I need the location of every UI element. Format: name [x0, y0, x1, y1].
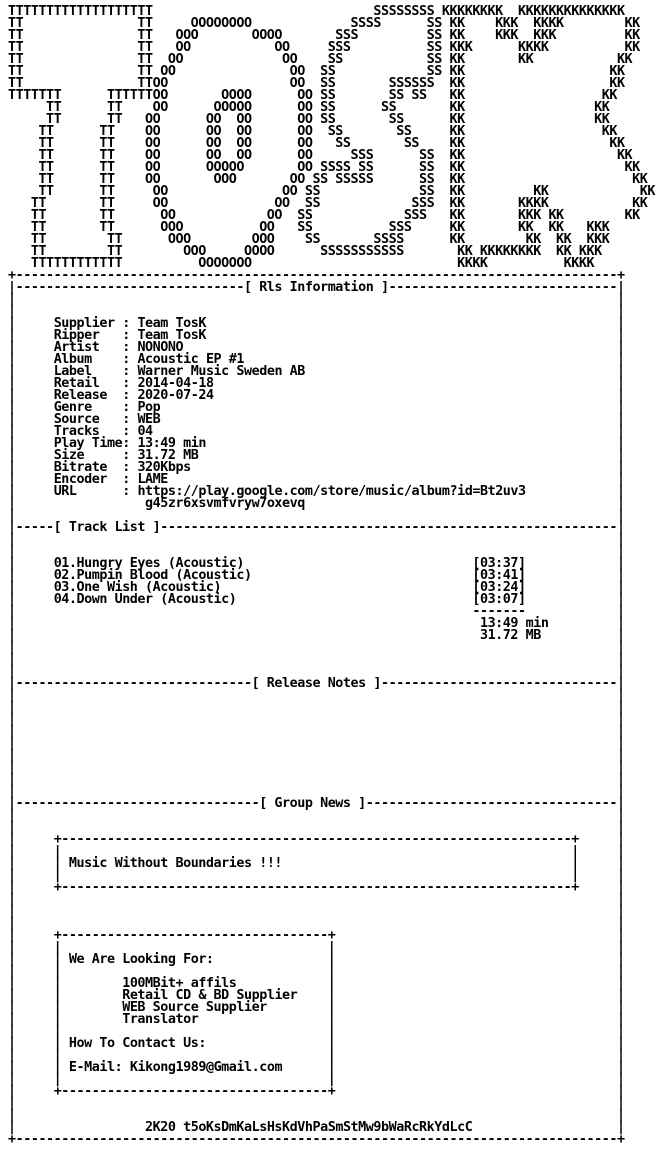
rls-info-value: WEB — [137, 412, 161, 427]
email-label: E-Mail: — [68, 1060, 123, 1075]
bottom-border: +-------------------------------------------------------------------------------+ — [8, 1132, 625, 1147]
rls-info-key: Play Time — [53, 436, 123, 451]
news-box-border: +-------------------------------------------------------------------+ — [53, 880, 579, 895]
rls-info-key: Genre — [53, 400, 123, 415]
logo-art-line: TT TT OOO OOOO SSSSSSSSSSS KK KKKKKKKK KK KKK — [8, 244, 602, 259]
logo-art-line: TT TT OO OO SS SSS KK KKK KK KK — [8, 208, 640, 223]
nfo-document: TTTTTTTTTTTTTTTTTTT SSSSSSSS KKKKKKKK KKKKKKKKKKKKKK TT TT OOOOOOOO SSSS SS KK KKK KKKK KK TT TT OOO OOOO SSS SS KK KKK KKK KK TT TT OO OO SSS SS KKK KKKK KK TT TT OO OO SS SS KK KK KK TT TT OO OO SS SS KK KK TT TTOO OO SS SSSSSS KK KK TTTTTTT TTTTTTOO OOOO OO SS SS SS KK KK TT TT OO OOOOO OO SS SS KK KK TT TT OO OO OO OO SS SS KK KK TT TT OO OO OO OO SS SS KK KK TT TT OO OO OO OO SS SS KK KK TT TT OO OO OO OO SSS SS KK KK TT TT OO OOOOO OO SSSS SS SS KK KK TT TT OO OOO OO SS SSSSS SS KK KK TT TT OO OO SS SS KK KK KK TT TT OO OO SS SSS KK KKKK KK TT TT OO OO SS SSS KK KKK KK KK TT TT OOO OO SS SSS KK KK KK KKK TT TT OOO OOO SS SSSS KK KK KK KKK TT TT OOO OOOO SSSSSSSSSSS KK KKKKKKKK KK KKK TTTTTTTTTTTT OOOOOOO KKKK KKKK +-------------------------------------------------------------------------------+ |------------------------------[ Rls Information ]------------------------------| | | | | | Supplier : Team TosK | | Ripper : Team TosK | | Artist : NONONO | | Album : Acoustic EP #1 | | Label : Warner Music Sweden AB | | Retail : 2014-04-18 | | Release : 2020-07-24 | | Genre : Pop | | Source : WEB | | Tracks : 04 | | Play Time: 13:49 min | | Size : 31.72 MB | | Bitrate : 320Kbps | | Encoder : LAME | | URL : https://play.google.com/store/music/album?id=Bt2uv3 | | g45zr6xsvmfvryw7oxevq | | | |-----[ Track List ]------------------------------------------------------------| | | | | | 01.Hungry Eyes (Acoustic) [03:37] | | 02.Pumpin Blood (Acoustic) [03:41] | | 03.One Wish (Acoustic) [03:24] | | 04.Down Under (Acoustic) [03:07] | | ------- | | 13:49 min | | 31.72 MB | | | | | | | |-------------------------------[ Release Notes ]-------------------------------| | | | | | | | | | | | | | | | | | | |--------------------------------[ Group News ]---------------------------------| | | | | | +-------------------------------------------------------------------+ | | | | | | | Music Without Boundaries !!! | | | | | | | +-------------------------------------------------------------------+ | | | | | | | | +-----------------------------------+ | | | | | | | We Are Looking For: | | | | | | | | 100MBit+ affils | | | | Retail CD & BD Supplier | | | | WEB Source Supplier | | | | Translator | | | | | | | | How To Contact Us: | | | | | | | | E-Mail: Kikong1989@Gmail.com | | | | | | | +-----------------------------------+ | | | | | | 2K20 t5oKsDmKaLsHsKdVhPaSmStMw9bWaRcRkYdLcC | +-------------------------------------------------------------------------------+ — [8, 4, 656, 1147]
rls-info-header: |------------------------------[ Rls Information ]------------------------------| — [8, 280, 625, 295]
rls-info-value: 2014-04-18 — [137, 376, 214, 391]
rls-info-value: 320Kbps — [137, 460, 191, 475]
logo-art-line: TT TT OOO OOOO SSS SS KK KKK KKK KK — [8, 28, 640, 43]
rls-info-key: Encoder — [53, 472, 123, 487]
logo-art-line: TTTTTTT TTTTTTOO OOOO OO SS SS SS KK KK — [8, 88, 617, 103]
looking-item: 100MBit+ affils — [122, 976, 237, 991]
logo-art-line: TT TTOO OO SS SSSSSS KK KK — [8, 76, 625, 91]
rls-info-value: 2020-07-24 — [137, 388, 214, 403]
rls-info-value: Warner Music Sweden AB — [137, 364, 305, 379]
track-duration: [03:07] — [472, 592, 526, 607]
looking-box-border: +-----------------------------------+ — [53, 1084, 336, 1099]
logo-art-line: TT TT OO OO OO OO SS SS KK KK — [8, 112, 610, 127]
track-title: 04.Down Under (Acoustic) — [53, 592, 237, 607]
footer-text: 2K20 t5oKsDmKaLsHsKdVhPaSmStMw9bWaRcRkYdLcC — [145, 1120, 473, 1135]
looking-item: Translator — [122, 1012, 199, 1027]
logo-art-line: TT TT OOOOOOOO SSSS SS KK KKK KKKK KK — [8, 16, 640, 31]
logo-art-line: TTTTTTTTTTTTTTTTTTT SSSSSSSS KKKKKKKK KKKKKKKKKKKKKK — [8, 4, 625, 19]
rls-info-key: Label — [53, 364, 123, 379]
rls-info-value: 04 — [137, 424, 153, 439]
logo-art-line: TT TT OO OO SS SSS KK KKKK KK — [8, 196, 648, 211]
logo-art-line: TT TT OO OOOOO OO SS SS KK KK — [8, 100, 610, 115]
total-rule: ------- — [472, 604, 526, 619]
rls-info-key: Source — [53, 412, 123, 427]
rls-info-key: Supplier — [53, 316, 123, 331]
rls-info-key: Ripper — [53, 328, 123, 343]
news-box-border: +-------------------------------------------------------------------+ — [53, 832, 579, 847]
rls-info-key: URL — [53, 484, 123, 499]
rls-info-value: LAME — [137, 472, 168, 487]
news-message: Music Without Boundaries !!! — [61, 856, 283, 871]
rls-info-key: Release — [53, 388, 123, 403]
logo-art-line: TT TT OO OO SS SS KK KK KK — [8, 52, 633, 67]
logo-art-line: TT TT OO OO SS SS KK KK KK — [8, 184, 656, 199]
rls-info-value: https://play.google.com/store/music/album?id=Bt2uv3 — [137, 484, 526, 499]
logo-art-line: TT TT OOO OO SS SSS KK KK KK KKK — [8, 220, 610, 235]
rls-info-value: Acoustic EP #1 — [137, 352, 245, 367]
rls-info-key: Artist — [53, 340, 123, 355]
logo-art-line: TT TT OOO OOO SS SSSS KK KK KK KKK — [8, 232, 610, 247]
email-address: Kikong1989@Gmail.com — [129, 1060, 283, 1075]
rls-info-value: Team TosK — [137, 328, 206, 343]
track-title: 02.Pumpin Blood (Acoustic) — [53, 568, 252, 583]
looking-item: Retail CD & BD Supplier — [122, 988, 298, 1003]
rls-info-value: Team TosK — [137, 316, 206, 331]
rls-info-key: Retail — [53, 376, 123, 391]
release-notes-header: |-------------------------------[ Release Notes ]-------------------------------| — [8, 676, 625, 691]
track-title: 03.One Wish (Acoustic) — [53, 580, 222, 595]
logo-art-line: TT TT OO OO OO OO SSS SS KK KK — [8, 148, 633, 163]
track-duration: [03:24] — [472, 580, 526, 595]
logo-art-line: TT TT OO OO OO OO SS SS KK KK — [8, 124, 617, 139]
looking-box-border: +-----------------------------------+ — [53, 928, 336, 943]
rls-info-value: NONONO — [137, 340, 184, 355]
total-size: 31.72 MB — [479, 628, 541, 643]
logo-art-line: TT TT OO OO SS SS KK KK — [8, 64, 625, 79]
rls-info-key: Size — [53, 448, 123, 463]
logo-art-line: TT TT OO OO SSS SS KKK KKKK KK — [8, 40, 640, 55]
track-title: 01.Hungry Eyes (Acoustic) — [53, 556, 244, 571]
top-border: +-------------------------------------------------------------------------------+ — [8, 268, 625, 283]
logo-art-line: TT TT OO OO OO OO SS SS KK KK — [8, 136, 625, 151]
logo-art-line: TTTTTTTTTTTT OOOOOOO KKKK KKKK — [8, 256, 595, 271]
logo-art-line: TT TT OO OOOOO OO SSSS SS SS KK KK — [8, 160, 640, 175]
track-list-header: |-----[ Track List ]------------------------------------------------------------| — [8, 520, 625, 535]
logo-art-line: TT TT OO OOO OO SS SSSSS SS KK KK — [8, 172, 648, 187]
rls-info-key: Album — [53, 352, 123, 367]
rls-info-key: Tracks — [53, 424, 123, 439]
track-duration: [03:37] — [472, 556, 526, 571]
group-news-header: |--------------------------------[ Group News ]---------------------------------| — [8, 796, 625, 811]
url-continuation: g45zr6xsvmfvryw7oxevq — [145, 496, 305, 511]
rls-info-value: Pop — [137, 400, 161, 415]
rls-info-key: Bitrate — [53, 460, 123, 475]
looking-item: WEB Source Supplier — [122, 1000, 267, 1015]
rls-info-value: 13:49 min — [137, 436, 206, 451]
looking-title: We Are Looking For: — [68, 952, 214, 967]
rls-info-value: 31.72 MB — [137, 448, 199, 463]
contact-title: How To Contact Us: — [68, 1036, 206, 1051]
track-duration: [03:41] — [472, 568, 526, 583]
total-play-time: 13:49 min — [479, 616, 549, 631]
